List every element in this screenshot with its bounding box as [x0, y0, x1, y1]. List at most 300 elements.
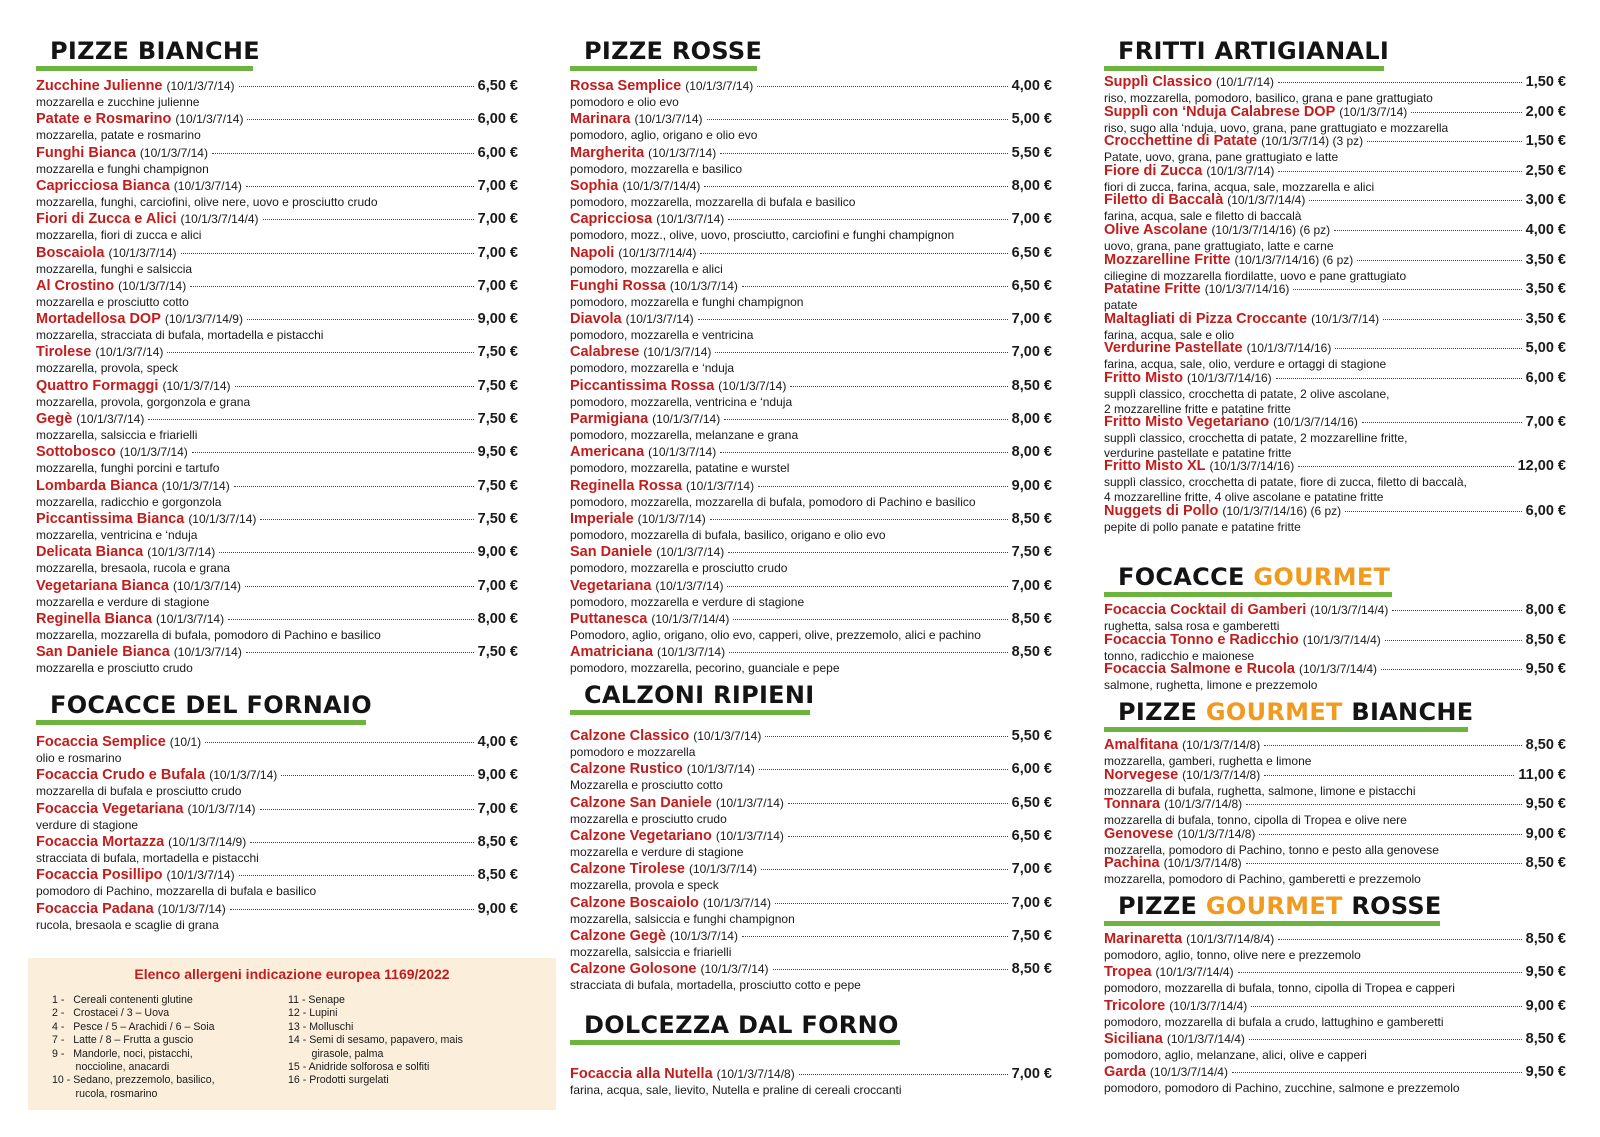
item-name: Fiori di Zucca e Alici: [36, 211, 177, 228]
item-price: 7,00 €: [477, 800, 518, 817]
dot-leader: [228, 619, 474, 620]
menu-item: [570, 578, 1052, 612]
dot-leader: [724, 419, 1007, 420]
item-description: olio e rosmarino: [36, 751, 122, 765]
item-price: 8,50 €: [1011, 644, 1052, 661]
menu-item-line: [36, 245, 518, 262]
dot-leader: [1246, 863, 1522, 864]
item-price: 5,50 €: [1011, 144, 1052, 161]
allergen-codes: (10/1/3/7/14): [715, 795, 784, 810]
allergen-codes: (10/1/3/7/14): [161, 478, 230, 493]
item-price: 3,50 €: [1525, 251, 1566, 268]
section-fritti-artigianali: [1104, 36, 1566, 534]
dot-leader: [1345, 511, 1522, 512]
dot-leader: [704, 186, 1007, 187]
menu-item-line: [1104, 104, 1566, 121]
menu-item: [570, 245, 1052, 279]
menu-item-line: [570, 444, 1052, 461]
item-name: Supplì con ‘Nduja Calabrese DOP: [1104, 103, 1336, 120]
allergen-codes: (10/1/3/7/14/8/4): [1186, 932, 1275, 946]
dot-leader: [239, 875, 474, 876]
menu-item: [1104, 1031, 1566, 1065]
allergen-codes: (10/1/3/7/14/4): [1155, 965, 1234, 980]
allergen-entry: 11 - Senape: [288, 994, 345, 1006]
menu-item: [36, 211, 518, 245]
item-description: farina, acqua, sale, olio, verdure e ortaggi di stagione: [1104, 357, 1387, 372]
item-name: Imperiale: [570, 510, 634, 527]
item-price: 4,00 €: [1525, 222, 1566, 238]
item-price: 7,50 €: [477, 344, 518, 361]
menu-item-line: [36, 901, 518, 918]
menu-item: [570, 611, 1052, 645]
allergen-codes: (10/1/3/7/14): [652, 412, 721, 426]
menu-item: [1104, 964, 1566, 998]
dot-leader: [698, 319, 1008, 320]
item-name: Reginella Rossa: [570, 477, 683, 494]
item-name: Calzone Classico: [570, 728, 690, 744]
item-name: Al Crostino: [36, 277, 115, 294]
menu-item-line: [570, 511, 1052, 528]
menu-item-line: [570, 728, 1052, 745]
item-name: Calabrese: [570, 344, 640, 361]
menu-item-line: [36, 511, 518, 528]
dot-leader: [788, 836, 1008, 837]
item-description: mozzarella e prosciutto crudo: [570, 811, 727, 826]
item-name: Supplì Classico: [1104, 74, 1212, 90]
menu-item: [1104, 931, 1566, 965]
section-underline: [1104, 592, 1392, 597]
item-name: Quattro Formaggi: [36, 377, 159, 394]
item-description: uovo, grana, pane grattugiato, latte e carne: [1104, 239, 1334, 253]
menu-item-line: [36, 311, 518, 328]
dot-leader: [790, 386, 1007, 387]
menu-item-line: [1104, 192, 1566, 209]
menu-item: [36, 478, 518, 512]
dot-leader: [757, 86, 1007, 87]
item-name: Lombarda Bianca: [36, 477, 158, 494]
dot-leader: [205, 742, 474, 743]
dot-leader: [246, 652, 474, 653]
item-description: pomodoro, aglio, tonno, olive nere e prezzemolo: [1104, 948, 1361, 962]
allergen-entry: 12 - Lupini: [288, 1007, 338, 1020]
item-price: 8,50 €: [1011, 961, 1052, 978]
item-name: Calzone Vegetariano: [570, 827, 712, 844]
item-name: Filetto di Baccalà: [1104, 192, 1224, 209]
item-name: Calzone Tirolese: [570, 861, 685, 878]
dot-leader: [742, 286, 1008, 287]
allergen-codes: (10/1/3/7/14/4): [1169, 998, 1248, 1013]
menu-item: [36, 734, 518, 768]
section-underline: [570, 710, 810, 715]
allergen-codes: (10/1/3/7/14): [1339, 104, 1408, 119]
dot-leader: [1246, 804, 1521, 805]
allergen-codes: (10/1/3/7/14): [175, 112, 244, 127]
allergen-codes: (10/1/3/7/14): [173, 178, 242, 193]
section-pizze-bianche: [36, 36, 518, 676]
menu-item: [36, 178, 518, 212]
menu-item: [570, 895, 1052, 929]
dot-leader: [720, 452, 1007, 453]
item-description: mozzarella e prosciutto crudo: [36, 661, 193, 676]
item-name: Margherita: [570, 144, 645, 161]
menu-item-line: [570, 761, 1052, 778]
allergen-codes: (10/1/3/7/14): [188, 511, 257, 526]
item-name: Patatine Fritte: [1104, 281, 1201, 298]
allergen-codes: (10/1/3/7/14): [685, 79, 754, 93]
menu-item: [36, 644, 518, 678]
menu-item: [570, 311, 1052, 345]
menu-item-line: [1104, 796, 1566, 813]
menu-item-line: [36, 834, 518, 851]
menu-item: [36, 767, 518, 801]
item-price: 5,00 €: [1525, 340, 1566, 357]
menu-item: [570, 511, 1052, 545]
allergen-codes: (10/1/3/7/14): [162, 378, 231, 393]
item-price: 7,00 €: [1011, 577, 1052, 594]
item-name: Focaccia Posillipo: [36, 867, 163, 884]
item-name: Focaccia Mortazza: [36, 833, 165, 850]
dot-leader: [148, 419, 473, 420]
item-description: mozzarella, salsiccia e funghi champignon: [570, 911, 795, 926]
menu-item: [36, 801, 518, 835]
dot-leader: [720, 153, 1007, 154]
dot-leader: [775, 903, 1008, 904]
allergen-codes: (10/1/3/7/14): [166, 79, 235, 93]
menu-item: [570, 961, 1052, 995]
menu-item-line: [1104, 458, 1566, 475]
menu-item-line: [570, 78, 1052, 95]
item-name: Tonnara: [1104, 796, 1161, 813]
menu-item: [1104, 503, 1566, 537]
dot-leader: [1362, 422, 1522, 423]
allergen-codes: (10/1/3/7/14/4): [1310, 603, 1389, 617]
menu-item-line: [1104, 222, 1566, 239]
item-description: mozzarella e verdure di stagione: [570, 844, 744, 859]
allergen-legend: [28, 958, 556, 1110]
item-name: Sophia: [570, 177, 619, 194]
item-description: pomodoro, mozzarella, pecorino, guanciale e pepe: [570, 661, 840, 676]
item-name: Sottobosco: [36, 444, 116, 461]
allergen-codes: (10/1/3/7/14): [209, 768, 278, 783]
section-underline: [1104, 66, 1384, 71]
allergen-codes: (10/1/3/7/14/4): [622, 178, 701, 193]
item-name: Marinara: [570, 111, 631, 128]
item-price: 8,00 €: [1011, 411, 1052, 427]
item-description: supplì classico, crocchetta di patate, fiore di zucca, filetto di baccalà,: [1104, 475, 1467, 490]
item-name: Amalfitana: [1104, 737, 1179, 753]
item-description: tonno, radicchio e maionese: [1104, 648, 1255, 663]
item-description: mozzarella di bufala, tonno, cipolla di Tropea e olive nere: [1104, 813, 1407, 828]
allergen-codes: (10/1/3/7/14): [119, 445, 188, 460]
item-name: Calzone Gegè: [570, 927, 666, 944]
item-description: pepite di pollo panate e patatine fritte: [1104, 519, 1301, 534]
allergen-codes: (10/1/3/7/14/16) (6 pz): [1211, 223, 1331, 237]
item-name: Piccantissima Rossa: [570, 377, 715, 394]
section-focacce-gourmet: [1104, 562, 1566, 693]
item-price: 8,50 €: [1011, 510, 1052, 527]
item-name: Piccantissima Bianca: [36, 510, 185, 527]
menu-item-line: [570, 178, 1052, 195]
item-description: mozzarella, provola e speck: [570, 878, 719, 893]
item-name: San Daniele Bianca: [36, 644, 170, 661]
allergen-codes: (10/1/3/7/14): [1311, 311, 1380, 326]
dot-leader: [1385, 640, 1522, 641]
item-description: farina, acqua, sale, lievito, Nutella e praline di cereali croccanti: [570, 1083, 902, 1097]
item-name: Tricolore: [1104, 997, 1166, 1014]
item-price: 7,50 €: [477, 644, 518, 661]
item-description: Mozzarella e prosciutto cotto: [570, 778, 723, 793]
dot-leader: [1298, 466, 1513, 467]
item-name: Boscaiola: [36, 244, 105, 261]
item-price: 9,50 €: [1525, 1064, 1566, 1081]
menu-item: [570, 728, 1052, 762]
item-price: 5,00 €: [1011, 111, 1052, 128]
item-price: 6,50 €: [1011, 244, 1052, 261]
menu-item: [36, 511, 518, 545]
section-title: PIZZE BIANCHE: [50, 37, 260, 65]
section-pizze-rosse: [570, 36, 1052, 676]
menu-item: [1104, 661, 1566, 695]
allergen-entry: rucola, rosmarino: [52, 1087, 158, 1100]
item-description: mozzarella di bufala, rughetta, salmone, limone e pistacchi: [1104, 783, 1416, 798]
menu-item: [570, 344, 1052, 378]
item-description: mozzarella di bufala e prosciutto crudo: [36, 784, 242, 799]
dot-leader: [167, 352, 473, 353]
dot-leader: [758, 486, 1008, 487]
allergen-codes: (10/1/3/7/14): [643, 345, 712, 360]
dot-leader: [1334, 230, 1522, 231]
allergen-title: Elenco allergeni indicazione europea 1169/2022: [134, 966, 450, 982]
menu-item: [570, 145, 1052, 179]
section-header: [36, 36, 518, 70]
item-price: 7,00 €: [1011, 894, 1052, 911]
item-description: riso, mozzarella, pomodoro, basilico, grana e pane grattugiato: [1104, 91, 1433, 105]
menu-item: [36, 378, 518, 412]
dot-leader: [729, 652, 1008, 653]
allergen-entry: 15 - Anidride solforosa e solfiti: [288, 1061, 430, 1074]
item-price: 6,00 €: [477, 144, 518, 161]
item-description: farina, acqua, sale e olio: [1104, 327, 1235, 342]
item-name: Rossa Semplice: [570, 78, 682, 94]
item-name: Diavola: [570, 311, 622, 328]
item-description: stracciata di bufala, mortadella e pistacchi: [36, 850, 259, 865]
menu-item-line: [570, 478, 1052, 495]
menu-item: [570, 444, 1052, 478]
menu-item-line: [570, 1066, 1052, 1083]
item-name: Olive Ascolane: [1104, 222, 1208, 238]
item-name: Parmigiana: [570, 411, 649, 427]
item-description: pomodoro, mozzarella di bufala, basilico, origano e olio evo: [570, 527, 886, 542]
item-price: 9,00 €: [477, 767, 518, 784]
item-description: mozzarella e prosciutto cotto: [36, 294, 189, 309]
item-description: pomodoro, mozzarella e ventricina: [570, 328, 754, 343]
allergen-list-right: [288, 994, 463, 1088]
dot-leader: [727, 586, 1007, 587]
item-name: Garda: [1104, 1064, 1146, 1081]
item-name: Tropea: [1104, 964, 1152, 981]
menu-item-line: [570, 245, 1052, 262]
menu-item-line: [1104, 661, 1566, 678]
allergen-entry: 4 - Pesce / 5 – Arachidi / 6 – Soia: [52, 1020, 215, 1033]
menu-item-line: [1104, 414, 1566, 431]
dot-leader: [230, 909, 474, 910]
section-calzoni-ripieni: [570, 680, 1052, 993]
dot-leader: [245, 586, 474, 587]
item-description: pomodoro, mozzarella e prosciutto crudo: [570, 561, 788, 576]
item-name: Capricciosa: [570, 211, 653, 228]
item-price: 2,00 €: [1525, 103, 1566, 120]
item-description: stracciata di bufala, mortadella, prosciutto cotto e pepe: [570, 978, 861, 993]
dot-leader: [1251, 1006, 1521, 1007]
dot-leader: [234, 486, 474, 487]
item-description: patate: [1104, 298, 1138, 313]
item-name: San Daniele: [570, 544, 653, 561]
menu-item: [1104, 370, 1566, 416]
item-price: 9,00 €: [1525, 825, 1566, 842]
allergen-codes: (10/1/3/7/14/16): [1204, 282, 1290, 297]
allergen-codes: (10/1/3/7/14): [669, 278, 738, 293]
dot-leader: [1411, 112, 1521, 113]
allergen-codes: (10/1/3/7/14): [166, 868, 235, 883]
item-price: 6,00 €: [1011, 761, 1052, 778]
dot-leader: [260, 519, 473, 520]
dot-leader: [761, 869, 1008, 870]
item-price: 1,50 €: [1525, 133, 1566, 150]
item-description: mozzarella e verdure di stagione: [36, 594, 210, 609]
allergen-codes: (10/1/3/7/14): [1206, 163, 1275, 178]
menu-item-line: [570, 311, 1052, 328]
item-price: 6,00 €: [1525, 370, 1566, 386]
item-description: mozzarella, salsiccia e friarielli: [570, 944, 732, 959]
item-description: pomodoro, mozz., olive, uovo, prosciutto, carciofini e funghi champignon: [570, 228, 955, 243]
item-description: pomodoro, mozzarella e ‘nduja: [570, 361, 735, 376]
item-name: Vegetariana: [570, 577, 652, 594]
item-name: Siciliana: [1104, 1030, 1163, 1047]
allergen-entry: 10 - Sedano, prezzemolo, basilico,: [52, 1074, 215, 1087]
menu-item: [36, 867, 518, 901]
allergen-codes: (10/1/3/7/14): [702, 895, 771, 910]
item-price: 7,00 €: [1525, 414, 1566, 431]
item-description: mozzarella, radicchio e gorgonzola: [36, 494, 222, 509]
allergen-codes: (10/1/3/7/14/4): [180, 212, 259, 227]
item-price: 7,00 €: [477, 211, 518, 228]
section-underline: [570, 1040, 900, 1045]
dot-leader: [1381, 669, 1522, 670]
menu-item-line: [570, 861, 1052, 878]
dot-leader: [799, 1074, 1008, 1075]
menu-item-line: [1104, 311, 1566, 328]
section-header: [570, 36, 1052, 70]
item-name: Norvegese: [1104, 766, 1179, 783]
dot-leader: [1278, 171, 1521, 172]
item-name: Tirolese: [36, 344, 92, 361]
dot-leader: [1335, 348, 1521, 349]
item-description: pomodoro, mozzarella e alici: [570, 261, 723, 276]
item-description-2: verdurine pastellate e patatine fritte: [1104, 446, 1292, 461]
allergen-entry: 13 - Molluschi: [288, 1020, 354, 1033]
item-price: 6,50 €: [1011, 794, 1052, 811]
dot-leader: [260, 809, 474, 810]
menu-item-line: [36, 211, 518, 228]
item-description: mozzarella, provola, speck: [36, 361, 179, 376]
menu-item-line: [36, 278, 518, 295]
item-price: 4,00 €: [477, 734, 518, 750]
dot-leader: [1367, 141, 1522, 142]
item-price: 6,00 €: [1525, 502, 1566, 519]
allergen-codes: (10/1/3/7/14/4): [1149, 1065, 1228, 1080]
allergen-codes: (10/1/3/7/14/4): [1227, 193, 1306, 208]
item-description: ciliegine di mozzarella fiordilatte, uovo e pane grattugiato: [1104, 268, 1407, 283]
allergen-codes: (10/1/3/7/14): [686, 762, 755, 777]
dot-leader: [247, 119, 473, 120]
item-name: Americana: [570, 444, 645, 461]
item-name: Focaccia Tonno e Radicchio: [1104, 631, 1299, 648]
menu-item: [36, 544, 518, 578]
item-price: 1,50 €: [1525, 74, 1566, 90]
dot-leader: [239, 86, 474, 87]
allergen-codes: (10/1/3/7/14/8): [1182, 767, 1261, 782]
allergen-codes: (10/1/3/7/14/9): [164, 312, 243, 327]
item-description: pomodoro, mozzarella, melanzane e grana: [570, 428, 799, 442]
menu-item-line: [1104, 163, 1566, 180]
dot-leader: [246, 186, 474, 187]
item-price: 7,50 €: [477, 510, 518, 527]
menu-item-line: [36, 378, 518, 395]
menu-item: [1104, 414, 1566, 461]
item-price: 3,00 €: [1525, 192, 1566, 209]
menu-item-line: [1104, 602, 1566, 619]
menu-item-line: [570, 344, 1052, 361]
item-price: 8,50 €: [1011, 610, 1052, 627]
menu-item: [570, 111, 1052, 145]
menu-item: [570, 78, 1052, 112]
dot-leader: [1278, 82, 1522, 83]
item-description: riso, sugo alla ‘nduja, uovo, grana, pane grattugiato e mozzarella: [1104, 120, 1449, 135]
section-pizze-gourmet-bianche: [1104, 697, 1566, 887]
section-title: PIZZE ROSSE: [584, 37, 763, 65]
item-price: 8,00 €: [1011, 177, 1052, 194]
item-name: Napoli: [570, 244, 615, 261]
item-price: 2,50 €: [1525, 162, 1566, 179]
menu-item: [36, 444, 518, 478]
item-name: Focaccia Padana: [36, 900, 154, 917]
menu-item-line: [570, 828, 1052, 845]
dot-leader: [1383, 319, 1522, 320]
section-underline: [1104, 727, 1468, 732]
allergen-codes: (10/1/3/7/14/4): [1299, 662, 1378, 677]
item-price: 7,50 €: [477, 477, 518, 494]
item-description: mozzarella e zucchine julienne: [36, 95, 200, 109]
item-description: pomodoro, mozzarella, mozzarella di bufala e basilico: [570, 194, 856, 209]
allergen-codes: (10/1/3/7/14/4): [651, 611, 730, 626]
item-name: Calzone San Daniele: [570, 794, 712, 811]
allergen-codes: (10/1/3/7/14): [686, 478, 755, 493]
item-name: Fiore di Zucca: [1104, 162, 1203, 179]
menu-item-line: [36, 767, 518, 784]
item-description: pomodoro, mozzarella di bufala a crudo, lattughino e gamberetti: [1104, 1014, 1444, 1029]
item-description: mozzarella, pomodoro di Pachino, tonno e pesto alla genovese: [1104, 842, 1439, 857]
section-header: [570, 680, 1052, 714]
item-description: pomodoro, mozzarella e basilico: [570, 161, 743, 176]
item-name: Calzone Rustico: [570, 761, 683, 778]
allergen-codes: (10/1/3/7/14/16): [1246, 341, 1332, 356]
menu-item-line: [570, 411, 1052, 428]
item-price: 8,50 €: [1525, 931, 1566, 947]
menu-item-line: [570, 278, 1052, 295]
menu-item-line: [36, 145, 518, 162]
menu-item-line: [570, 111, 1052, 128]
item-price: 9,50 €: [1525, 796, 1566, 813]
